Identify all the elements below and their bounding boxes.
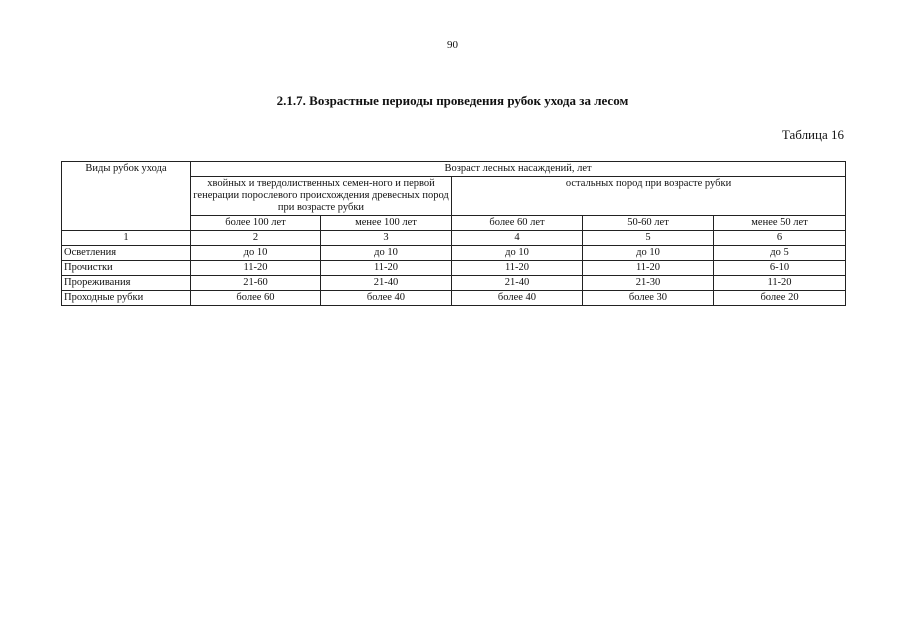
header-row-1 [62,162,846,177]
table-cell: 21-30 [583,276,714,291]
sub-header: более 60 лет [452,216,583,231]
table-cell: 11-20 [583,261,714,276]
table-cell: 21-40 [321,276,452,291]
table-cell: до 5 [714,246,846,261]
sub-header: менее 100 лет [321,216,452,231]
group1-header: хвойных и твердолиственных семен-ного и первой генерации порослевого происхождения древесных пород при возрасте рубки [191,177,452,216]
age-header: Возраст лесных насаждений, лет [191,162,846,177]
table-cell: до 10 [583,246,714,261]
age-periods-table [61,161,846,306]
column-number: 3 [321,231,452,246]
table-row [62,246,846,261]
column-number: 2 [191,231,321,246]
table-cell: 11-20 [452,261,583,276]
table-row [62,261,846,276]
row-label: Осветления [62,246,191,261]
table-cell: до 10 [452,246,583,261]
sub-header: более 100 лет [191,216,321,231]
column-number: 1 [62,231,191,246]
table-row [62,276,846,291]
row-label: Прореживания [62,276,191,291]
table-cell: 21-60 [191,276,321,291]
column-number: 5 [583,231,714,246]
table-cell: более 40 [321,291,452,306]
table-cell: 21-40 [452,276,583,291]
column-number: 6 [714,231,846,246]
table-cell: 6-10 [714,261,846,276]
sub-header: 50-60 лет [583,216,714,231]
column-number-row [62,231,846,246]
table-row [62,291,846,306]
page-number: 90 [447,39,458,51]
group2-header: остальных пород при возрасте рубки [452,177,846,216]
row-label: Проходные рубки [62,291,191,306]
table-cell: 11-20 [714,276,846,291]
table-cell: до 10 [191,246,321,261]
table-cell: 11-20 [321,261,452,276]
column-number: 4 [452,231,583,246]
table-cell: более 40 [452,291,583,306]
table-cell: 11-20 [191,261,321,276]
table-caption: Таблица 16 [781,127,844,142]
section-title: 2.1.7. Возрастные периоды проведения рубок ухода за лесом [276,93,629,108]
row-label: Прочистки [62,261,191,276]
table-cell: более 20 [714,291,846,306]
sub-header: менее 50 лет [714,216,846,231]
table-cell: до 10 [321,246,452,261]
table-cell: более 30 [583,291,714,306]
table-cell: более 60 [191,291,321,306]
col1-header: Виды рубок ухода [62,162,191,231]
